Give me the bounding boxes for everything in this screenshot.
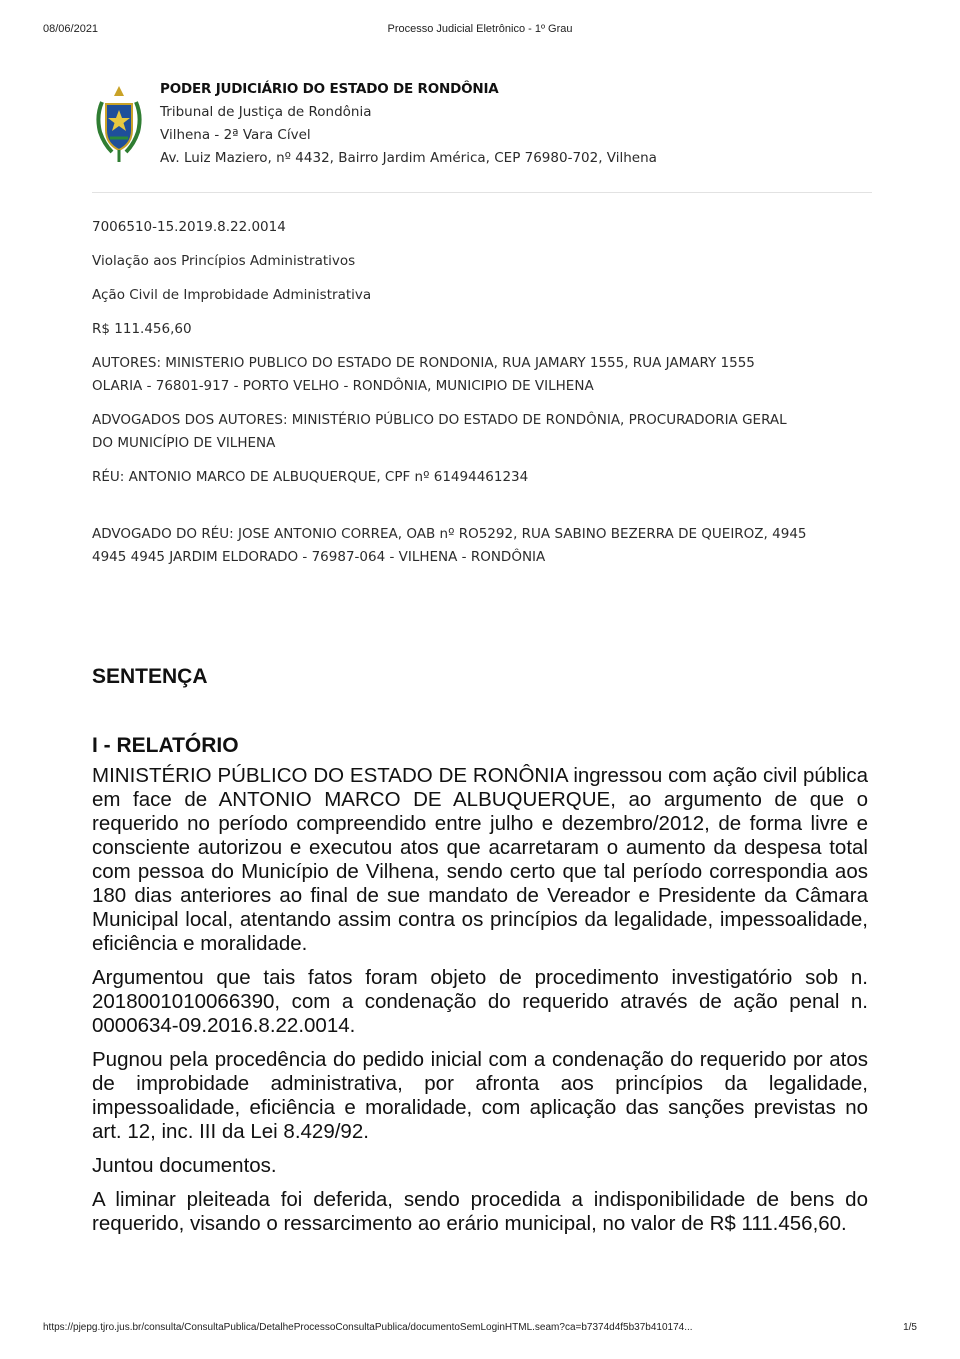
case-value: R$ 111.456,60 (92, 321, 192, 337)
autores (92, 352, 872, 398)
advogados-autores (92, 409, 872, 455)
paragraph: A liminar pleiteada foi deferida, sendo procedida a indisponibilidade de bens do requerido, visando o ressarcimento ao erário municipal, no valor de R$ 111.456,60. (92, 1188, 868, 1235)
header-divider (92, 192, 872, 193)
document-title: SENTENÇA (92, 665, 208, 688)
court-address: Av. Luiz Maziero, nº 4432, Bairro Jardim América, CEP 76980-702, Vilhena (160, 150, 657, 166)
print-footer (0, 1322, 960, 1338)
advogado-reu-line-2: 4945 4945 JARDIM ELDORADO - 76987-064 - VILHENA - RONDÔNIA (92, 549, 546, 565)
section-heading: I - RELATÓRIO (92, 734, 239, 757)
autores-line-2: OLARIA - 76801-917 - PORTO VELHO - RONDÔNIA, MUNICIPIO DE VILHENA (92, 378, 594, 394)
print-header (0, 23, 960, 39)
coat-of-arms-icon (92, 82, 146, 166)
paragraph: Pugnou pela procedência do pedido inicial com a condenação do requerido por atos de improbidade administrativa, por afronta aos princípios da legalidade, impessoalidade, eficiência e moralidade, com aplicação das sanções previstas no art. 12, inc. III da Lei 8.429/92. (92, 1048, 868, 1143)
footer-url[interactable]: https://pjepg.tjro.jus.br/consulta/ConsultaPublica/DetalheProcessoConsultaPublica/documentoSemLoginHTML.seam?ca=b7374d4f5b37b410174... (43, 1322, 693, 1333)
print-page-title: Processo Judicial Eletrônico - 1º Grau (387, 23, 573, 35)
autores-line-1: AUTORES: MINISTERIO PUBLICO DO ESTADO DE RONDONIA, RUA JAMARY 1555, RUA JAMARY 1555 (92, 355, 755, 371)
court-header (92, 76, 872, 176)
paragraph: Argumentou que tais fatos foram objeto de procedimento investigatório sob n. 2018001010066390, com a condenação do requerido através de ação penal n. 0000634-09.2016.8.22.0014. (92, 966, 868, 1037)
advogados-autores-line-2: DO MUNICÍPIO DE VILHENA (92, 435, 276, 451)
print-date: 08/06/2021 (43, 23, 99, 35)
document-body (92, 660, 868, 1246)
paragraph: Juntou documentos. (92, 1154, 277, 1177)
case-subject: Violação aos Princípios Administrativos (92, 253, 356, 269)
case-metadata (92, 216, 872, 580)
advogado-reu (92, 523, 872, 569)
page-number: 1/5 (903, 1322, 917, 1333)
case-number: 7006510-15.2019.8.22.0014 (92, 219, 286, 235)
court-name: PODER JUDICIÁRIO DO ESTADO DE RONDÔNIA (160, 81, 499, 97)
paragraph: MINISTÉRIO PÚBLICO DO ESTADO DE RONÔNIA ingressou com ação civil pública em face de ANTONIO MARCO DE ALBUQUERQUE, ao argumento de que o requerido no período compreendido entre julho e dezembro/2012, de forma livre e consciente autorizou e executou atos que acarretaram o aumento da despesa total com pessoa do Município de Vilhena, sendo certo que tal período correspondia aos 180 dias anteriores ao final de sue mandato de Vereador e Presidente da Câmara Municipal local, atentando assim contra os princípios da legalidade, impessoalidade, eficiência e moralidade. (92, 764, 868, 955)
reu: RÉU: ANTONIO MARCO DE ALBUQUERQUE, CPF nº 61494461234 (92, 469, 529, 485)
vara-name: Vilhena - 2ª Vara Cível (160, 127, 311, 143)
tribunal-name: Tribunal de Justiça de Rondônia (160, 104, 372, 120)
advogado-reu-line-1: ADVOGADO DO RÉU: JOSE ANTONIO CORREA, OAB nº RO5292, RUA SABINO BEZERRA DE QUEIROZ, 4945 (92, 526, 807, 542)
case-class: Ação Civil de Improbidade Administrativa (92, 287, 372, 303)
advogados-autores-line-1: ADVOGADOS DOS AUTORES: MINISTÉRIO PÚBLICO DO ESTADO DE RONDÔNIA, PROCURADORIA GERAL (92, 412, 787, 428)
